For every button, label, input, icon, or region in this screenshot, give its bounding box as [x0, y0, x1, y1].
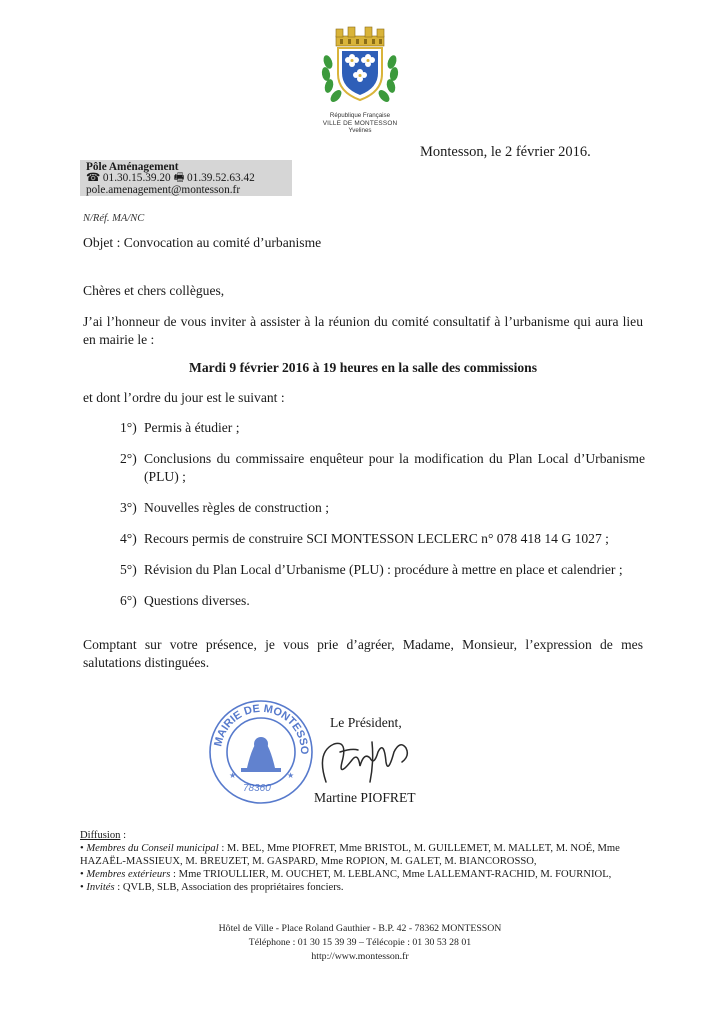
sender-service: Pôle Aménagement [86, 161, 179, 173]
agenda-item-number: 3°) [120, 500, 137, 515]
sender-email: pole.amenagement@montesson.fr [86, 183, 241, 196]
footer-address: Hôtel de Ville - Place Roland Gauthier - B.P. 42 - 78362 MONTESSON [218, 923, 502, 934]
agenda-item-text: Permis à étudier ; [144, 420, 240, 435]
diffusion-heading [80, 829, 646, 842]
agenda-item [120, 561, 645, 579]
svg-text:★: ★ [287, 771, 295, 780]
sender-fax: 01.39.52.63.42 [187, 172, 255, 185]
diffusion-group-sep: : [218, 843, 227, 854]
letter-date: Montesson, le 2 février 2016. [420, 144, 591, 160]
agenda-item-number: 1°) [120, 420, 137, 435]
intro-paragraph: J’ai l’honneur de vous inviter à assister à la réunion du comité consultatif à l’urbanisme qui aura lieu en mairie le : [83, 314, 643, 347]
sender-phone-fax-line [86, 173, 286, 184]
president-title: Le Président, [330, 715, 402, 730]
letter-footer [160, 922, 560, 964]
agenda-item [120, 499, 645, 517]
telephone-icon: ☎ [86, 172, 101, 185]
crest-line-city: VILLE DE MONTESSON [322, 119, 398, 127]
handwritten-signature [312, 722, 422, 792]
agenda-item-text: Nouvelles règles de construction ; [144, 500, 329, 515]
agenda-item-number: 2°) [120, 451, 137, 466]
signer-name: Martine PIOFRET [314, 790, 416, 805]
footer-website: http://www.montesson.fr [311, 951, 409, 962]
diffusion-group [80, 881, 646, 894]
bullet: • [80, 882, 87, 893]
agenda-item [120, 419, 645, 437]
bullet: • [80, 843, 87, 854]
agenda-item-text: Conclusions du commissaire enquêteur pour la modification du Plan Local d’Urbanisme (PLU) ; [144, 451, 645, 484]
agenda-item [120, 450, 645, 486]
diffusion-group-label: Invités [86, 882, 115, 893]
diffusion-group-sep: : [114, 882, 123, 893]
salutation: Chères et chers collègues, [83, 283, 225, 298]
agenda-item-number: 6°) [120, 593, 137, 608]
agenda-item-number: 4°) [120, 531, 137, 546]
diffusion-group [80, 868, 646, 881]
subject-line: Objet : Convocation au comité d’urbanisme [83, 235, 322, 250]
diffusion-group-label: Membres du Conseil municipal [86, 843, 219, 854]
crest-caption [300, 112, 420, 135]
agenda-item-number: 5°) [120, 562, 137, 577]
svg-text:★: ★ [229, 771, 237, 780]
city-crest-logo [318, 22, 402, 112]
mairie-seal-stamp [207, 698, 315, 806]
crest-line-department: Yvelines [348, 127, 372, 134]
meeting-datetime: Mardi 9 février 2016 à 19 heures en la salle des commissions [189, 360, 537, 375]
svg-text:MAIRIE DE MONTESSON: MAIRIE DE MONTESSO [212, 702, 311, 755]
diffusion-title: Diffusion [80, 830, 121, 841]
agenda-item-text: Questions diverses. [144, 593, 250, 608]
diffusion-group [80, 842, 646, 868]
closing-paragraph: Comptant sur votre présence, je vous prie d’agréer, Madame, Monsieur, l’expression de mes salutations distinguées. [83, 637, 643, 670]
sender-phone: 01.30.15.39.20 [102, 172, 171, 185]
reference: N/Réf. MA/NC [83, 213, 145, 224]
sender-block [80, 160, 292, 196]
diffusion-group-names: Mme TRIOULLIER, M. OUCHET, M. LEBLANC, Mme LALLEMANT-RACHID, M. FOURNIOL, [178, 869, 612, 880]
diffusion-list [80, 829, 646, 894]
diffusion-group-label: Membres extérieurs [86, 869, 171, 880]
bullet: • [80, 869, 87, 880]
agenda-item-text: Révision du Plan Local d’Urbanisme (PLU) : procédure à mettre en place et calendrier ; [144, 562, 623, 577]
footer-contact: Téléphone : 01 30 15 39 39 – Télécopie : 01 30 53 28 01 [248, 937, 472, 948]
agenda-item-text: Recours permis de construire SCI MONTESSON LECLERC n° 078 418 14 G 1027 ; [144, 531, 609, 546]
crest-line-republique: République Française [329, 112, 391, 119]
svg-text:78360: 78360 [243, 783, 271, 794]
diffusion-group-names: QVLB, SLB, Association des propriétaires fonciers. [122, 882, 344, 893]
diffusion-title-suffix: : [120, 830, 127, 841]
agenda-intro: et dont l’ordre du jour est le suivant : [83, 390, 285, 405]
diffusion-group-names: M. BEL, Mme PIOFRET, Mme BRISTOL, M. GUILLEMET, M. MALLET, M. NOÉ, Mme HAZAËL-MASSIEUX, M. BREUZET, M. GASPARD, Mme ROPION, M. GALET, M. BIANCOROSSO, [80, 843, 620, 867]
fax-icon: 🖷 [173, 172, 185, 185]
agenda-item [120, 592, 645, 610]
agenda-list [120, 419, 645, 623]
agenda-item [120, 530, 645, 548]
diffusion-group-sep: : [170, 869, 179, 880]
